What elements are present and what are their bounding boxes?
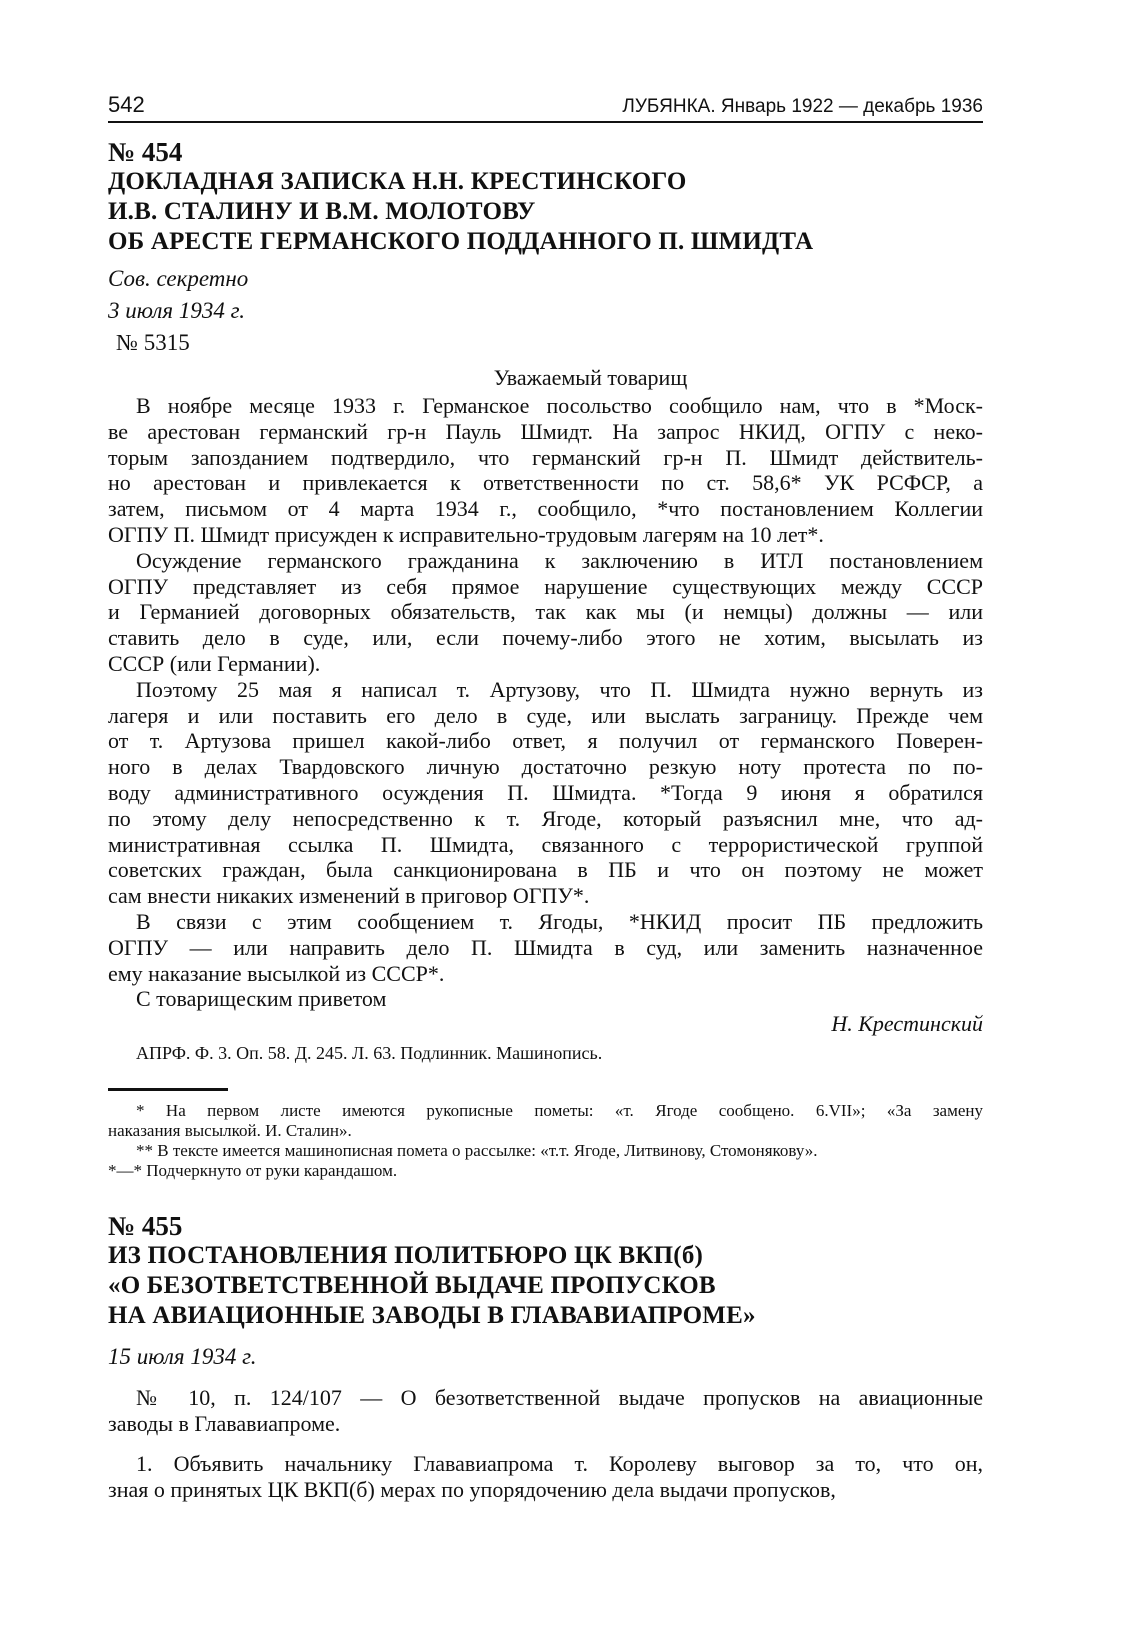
footnote-line: *—* Подчеркнуто от руки карандашом. — [108, 1161, 398, 1181]
paragraph — [108, 677, 983, 909]
text-line: ве арестован германский гр-н Пауль Шмидт. На запрос НКИД, ОГПУ с неко- — [108, 418, 983, 444]
text-line: но арестован и привлекается к ответственности по ст. 58,6* УК РСФСР, а — [108, 470, 983, 496]
title-line: ИЗ ПОСТАНОВЛЕНИЯ ПОЛИТБЮРО ЦК ВКП(б) — [108, 1242, 704, 1270]
footnote-line: * На первом листе имеются рукописные пометы: «т. Ягоде сообщено. 6.VII»; «За замену — [136, 1101, 983, 1121]
running-title: ЛУБЯНКА. Январь 1922 — декабрь 1936 — [622, 96, 983, 117]
salutation: Уважаемый товарищ — [493, 365, 688, 390]
paragraph-gap — [108, 1437, 983, 1451]
text-line: СССР (или Германии). — [108, 650, 321, 676]
paragraph — [108, 1385, 983, 1451]
title-line: И.В. СТАЛИНУ И В.М. МОЛОТОВУ — [108, 198, 536, 225]
document-title — [108, 1241, 983, 1331]
text-line: ставить дело в суде, или, если почему-либо этого не хотим, высылать из — [108, 625, 983, 651]
text-line: Осуждение германского гражданина к заключению в ИТЛ постановлением — [136, 547, 983, 573]
footnote — [108, 1101, 983, 1141]
footnote — [108, 1161, 983, 1181]
archive-source: АПРФ. Ф. 3. Оп. 58. Д. 245. Л. 63. Подлинник. Машинопись. — [136, 1043, 603, 1064]
title-line: ДОКЛАДНАЯ ЗАПИСКА Н.Н. КРЕСТИНСКОГО — [108, 168, 687, 195]
classification: Сов. секретно — [108, 266, 249, 291]
paragraph — [108, 393, 983, 548]
text-line: ного в делах Твардовского личную достаточно резкую ноту протеста по по- — [108, 754, 983, 780]
footnote-line: ** В тексте имеется машинописная помета о рассылке: «т.т. Ягоде, Литвинову, Стомонякову». — [136, 1141, 818, 1161]
document-title — [108, 167, 983, 257]
document-date: 3 июля 1934 г. — [108, 298, 246, 323]
document-page — [108, 92, 983, 1516]
footnote-divider — [108, 1088, 228, 1091]
text-line: министративная ссылка П. Шмидта, связанного с террористической группой — [108, 831, 983, 857]
text-line: ему наказание высылкой из СССР*. — [108, 960, 445, 986]
text-line: воду административного осуждения П. Шмидта. *Тогда 9 июня я обратился — [108, 779, 983, 805]
text-line: торым запозданием подтвердило, что германский гр-н П. Шмидт действитель- — [108, 444, 983, 470]
title-line: ОБ АРЕСТЕ ГЕРМАНСКОГО ПОДДАННОГО П. ШМИДТА — [108, 228, 814, 255]
document-number: № 455 — [108, 1211, 183, 1242]
title-line: НА АВИАЦИОННЫЕ ЗАВОДЫ В ГЛАВАВИАПРОМЕ» — [108, 1302, 756, 1330]
text-line: и Германией договорных обязательств, так как мы (и немцы) должны — или — [108, 599, 983, 625]
text-line: С товарищеским приветом — [136, 986, 387, 1012]
document-date: 15 июля 1934 г. — [108, 1344, 257, 1370]
registration-number: № 5315 — [116, 330, 190, 355]
text-line: зная о принятых ЦК ВКП(б) мерах по упорядочению дела выдачи пропусков, — [108, 1476, 836, 1502]
text-line: ОГПУ — или направить дело П. Шмидта в суд, или заменить назначенное — [108, 934, 983, 960]
text-line: по этому делу непосредственно к т. Ягоде, который разъяснил мне, что ад- — [108, 805, 983, 831]
running-header — [108, 92, 983, 123]
paragraph — [108, 909, 983, 986]
paragraph — [108, 1451, 983, 1517]
text-line: лагеря и или поставить его дело в суде, или выслать заграницу. Прежде чем — [108, 702, 983, 728]
paragraph — [108, 548, 983, 677]
text-line: Поэтому 25 мая я написал т. Артузову, что П. Шмидта нужно вернуть из — [136, 676, 983, 702]
text-line: ОГПУ П. Шмидт присужден к исправительно-трудовым лагерям на 10 лет*. — [108, 521, 824, 547]
title-line: «О БЕЗОТВЕТСТВЕННОЙ ВЫДАЧЕ ПРОПУСКОВ — [108, 1272, 716, 1300]
page-number: 542 — [108, 92, 145, 117]
text-line: заводы в Глававиапроме. — [108, 1410, 341, 1436]
footnotes — [108, 1101, 983, 1181]
paragraph-gap — [108, 1502, 983, 1516]
text-line: 1. Объявить начальнику Глававиапрома т. Королеву выговор за то, что он, — [136, 1450, 983, 1476]
text-line: ОГПУ представляет из себя прямое нарушение существующих между СССР — [108, 573, 983, 599]
footnote-line: наказания высылкой. И. Сталин». — [108, 1121, 352, 1141]
text-line: от т. Артузова пришел какой-либо ответ, я получил от германского Поверен- — [108, 728, 983, 754]
text-line: затем, письмом от 4 марта 1934 г., сообщило, *что постановлением Коллегии — [108, 496, 983, 522]
signature: Н. Крестинский — [831, 1011, 983, 1037]
text-line: № 10, п. 124/107 — О безответственной выдаче пропусков на авиационные — [136, 1385, 983, 1411]
text-line: В ноябре месяце 1933 г. Германское посольство сообщило нам, что в *Моск- — [136, 393, 983, 418]
text-line: сам внести никаких изменений в приговор ОГПУ*. — [108, 883, 590, 909]
document-number: № 454 — [108, 137, 183, 167]
body-text — [108, 393, 983, 1012]
body-text — [108, 1385, 983, 1516]
footnote — [108, 1141, 983, 1161]
paragraph — [108, 986, 983, 1012]
document-454 — [108, 137, 983, 1181]
text-line: советских граждан, была санкционирована в ПБ и что он поэтому не может — [108, 857, 983, 883]
text-line: В связи с этим сообщением т. Ягоды, *НКИД просит ПБ предложить — [136, 908, 983, 934]
document-455 — [108, 1211, 983, 1516]
